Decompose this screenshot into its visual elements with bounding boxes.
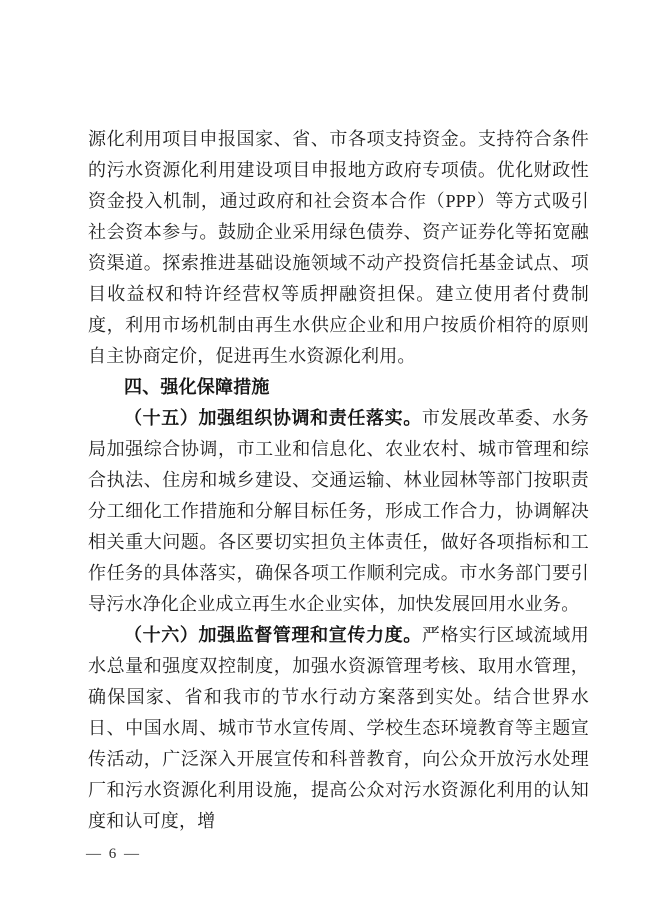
item-15-text: 市发展改革委、水务局加强综合协调，市工业和信息化、农业农村、城市管理和综合执法、住房和城乡建设、交通运输、林业园林等部门按职责分工细化工作措施和分解目标任务，形成工作合力，协调解决相关重大问题。各区要切实担负主体责任，做好各项指标和工作任务的具体落实，确保各项工作顺利完成。市水务部门要引导污水净化企业成立再生水企业实体，加快发展回用水业务。 (88, 408, 589, 614)
paragraph-item-16 (88, 620, 589, 837)
item-15-lead: （十五）加强组织协调和责任落实。 (124, 408, 422, 428)
page-number: — 6 — (86, 846, 141, 862)
paragraph-continuation: 源化利用项目申报国家、省、市各项支持资金。支持符合条件的污水资源化利用建设项目申报地方政府专项债。优化财政性资金投入机制，通过政府和社会资本合作（PPP）等方式吸引社会资本参与。鼓励企业采用绿色债券、资产证券化等拓宽融资渠道。探索推进基础设施领域不动产投资信托基金试点、项目收益权和特许经营权等质押融资担保。建立使用者付费制度，利用市场机制由再生水供应企业和用户按质价相符的原则自主协商定价，促进再生水资源化利用。 (88, 129, 589, 366)
page-footer (86, 844, 141, 864)
paragraph-item-15 (88, 403, 589, 620)
item-16-text: 严格实行区域流域用水总量和强度双控制度，加强水资源管理考核、取用水管理，确保国家、省和我市的节水行动方案落到实处。结合世界水日、中国水周、城市节水宣传周、学校生态环境教育等主题宣传活动，广泛深入开展宣传和科普教育，向公众开放污水处理厂和污水资源化利用设施，提高公众对污水资源化利用的认知度和认可度，增 (88, 625, 589, 831)
item-16-lead: （十六）加强监督管理和宣传力度。 (124, 625, 422, 645)
section-heading: 四、强化保障措施 (124, 377, 270, 397)
document-body (88, 124, 589, 837)
